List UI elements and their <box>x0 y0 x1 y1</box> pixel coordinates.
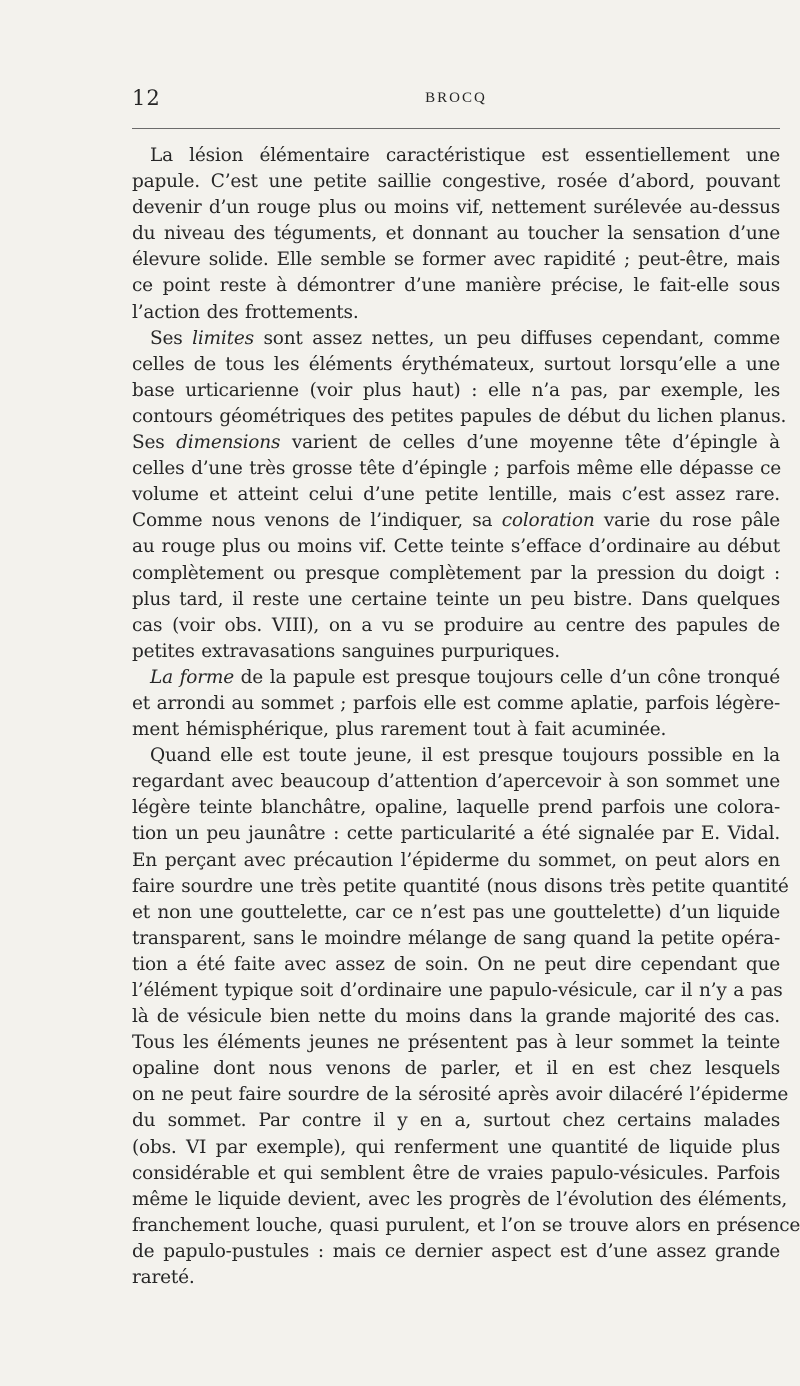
text-line: devenir d’un rouge plus ou moins vif, nettement surélevée au-dessus <box>132 197 780 219</box>
text-line: l’élément typique soit d’ordinaire une papulo-vésicule, car il n’y a pas <box>132 980 783 1001</box>
text-segment: varie du rose pâle <box>594 510 780 532</box>
italic-term: La forme <box>150 666 234 688</box>
text-line: Quand elle est toute jeune, il est presque toujours possible en la <box>150 745 780 767</box>
text-line: et arrondi au sommet ; parfois elle est comme aplatie, parfois légère- <box>132 692 780 714</box>
text-line: ce point reste à démontrer d’une manière précise, le fait-elle sous <box>132 275 780 297</box>
paragraph <box>132 743 800 1291</box>
text-segment: Ses <box>132 432 177 454</box>
text-line: considérable et qui semblent être de vraies papulo-vésicules. Parfois <box>132 1162 780 1184</box>
text-line: rareté. <box>132 1267 195 1289</box>
text-line: complètement ou presque complètement par la pression du doigt : <box>132 562 780 584</box>
text-line: opaline dont nous venons de parler, et il en est chez lesquels <box>132 1058 780 1080</box>
text-line: celles d’une très grosse tête d’épingle ; parfois même elle dépasse ce <box>132 458 782 480</box>
text-line: même le liquide devient, avec les progrès de l’évolution des éléments, <box>132 1188 788 1210</box>
page-number: 12 <box>132 86 161 110</box>
text-line: faire sourdre une très petite quantité (nous disons très petite quantité <box>132 875 789 897</box>
text-line: au rouge plus ou moins vif. Cette teinte s’efface d’ordinaire au début <box>132 536 780 558</box>
text-line: base urticarienne (voir plus haut) : elle n’a pas, par exemple, les <box>132 379 780 401</box>
text-line: et non une gouttelette, car ce n’est pas une gouttelette) d’un liquide <box>132 901 780 923</box>
body-text <box>132 143 800 1291</box>
text-line: là de vésicule bien nette du moins dans la grande majorité des cas. <box>132 1006 780 1028</box>
text-line: petites extravasations sanguines purpuriques. <box>132 640 560 662</box>
text-line: de papulo-pustules : mais ce dernier aspect est d’une assez grande <box>132 1240 780 1262</box>
text-line: Tous les éléments jeunes ne présentent pas à leur sommet la teinte <box>132 1032 780 1054</box>
text-line: transparent, sans le moindre mélange de sang quand la petite opéra- <box>132 927 780 949</box>
text-line: légère teinte blanchâtre, opaline, laquelle prend parfois une colora- <box>132 797 780 819</box>
text-segment: sont assez nettes, un peu diffuses cependant, comme <box>253 327 780 349</box>
italic-term: coloration <box>501 510 595 532</box>
text-line: franchement louche, quasi purulent, et l’on se trouve alors en présence <box>132 1214 800 1236</box>
italic-term: dimensions <box>176 432 281 454</box>
text-segment: Ses <box>150 327 193 349</box>
text-segment: varient de celles d’une moyenne tête d’épingle à <box>280 432 780 454</box>
text-line: du niveau des téguments, et donnant au toucher la sensation d’une <box>132 223 780 245</box>
text-line: ment hémisphérique, plus rarement tout à fait acuminée. <box>132 719 667 741</box>
text-line: élevure solide. Elle semble se former avec rapidité ; peut-être, mais <box>132 249 780 271</box>
text-line: cas (voir obs. VIII), on a vu se produire au centre des papules de <box>132 614 780 636</box>
text-line: on ne peut faire sourdre de la sérosité après avoir dilacéré l’épiderme <box>132 1084 789 1106</box>
page-header <box>132 86 780 114</box>
paragraph <box>132 665 780 743</box>
text-line: tion un peu jaunâtre : cette particularité a été signalée par E. Vidal. <box>132 823 780 845</box>
text-line: plus tard, il reste une certaine teinte un peu bistre. Dans quelques <box>132 588 780 610</box>
text-line: l’action des frottements. <box>132 301 359 323</box>
text-line: En perçant avec précaution l’épiderme du sommet, on peut alors en <box>132 849 780 871</box>
text-line <box>132 430 780 456</box>
running-head: BROCQ <box>425 90 487 106</box>
text-line: du sommet. Par contre il y en a, surtout chez certains malades <box>132 1110 780 1132</box>
paragraph <box>132 326 787 665</box>
italic-term: limites <box>192 327 254 349</box>
text-line: volume et atteint celui d’une petite lentille, mais c’est assez rare. <box>132 484 780 506</box>
text-line: celles de tous les éléments érythémateux, surtout lorsqu’elle a une <box>132 353 780 375</box>
text-line: La lésion élémentaire caractéristique est essentiellement une <box>150 145 780 166</box>
text-line: tion a été faite avec assez de soin. On ne peut dire cependant que <box>132 953 780 975</box>
text-segment: Comme nous venons de l’indiquer, sa <box>132 510 502 532</box>
text-line <box>132 326 780 352</box>
text-segment: de la papule est presque toujours celle d’un cône tronqué <box>233 666 780 688</box>
text-line: papule. C’est une petite saillie congestive, rosée d’abord, pouvant <box>132 171 780 193</box>
paragraph <box>132 143 780 326</box>
header-rule <box>132 128 780 129</box>
text-line: regardant avec beaucoup d’attention d’apercevoir à son sommet une <box>132 771 780 793</box>
text-line: (obs. VI par exemple), qui renferment une quantité de liquide plus <box>132 1136 780 1158</box>
text-line <box>132 665 780 691</box>
text-line <box>132 508 780 534</box>
text-line: contours géométriques des petites papules de début du lichen planus. <box>132 405 787 427</box>
